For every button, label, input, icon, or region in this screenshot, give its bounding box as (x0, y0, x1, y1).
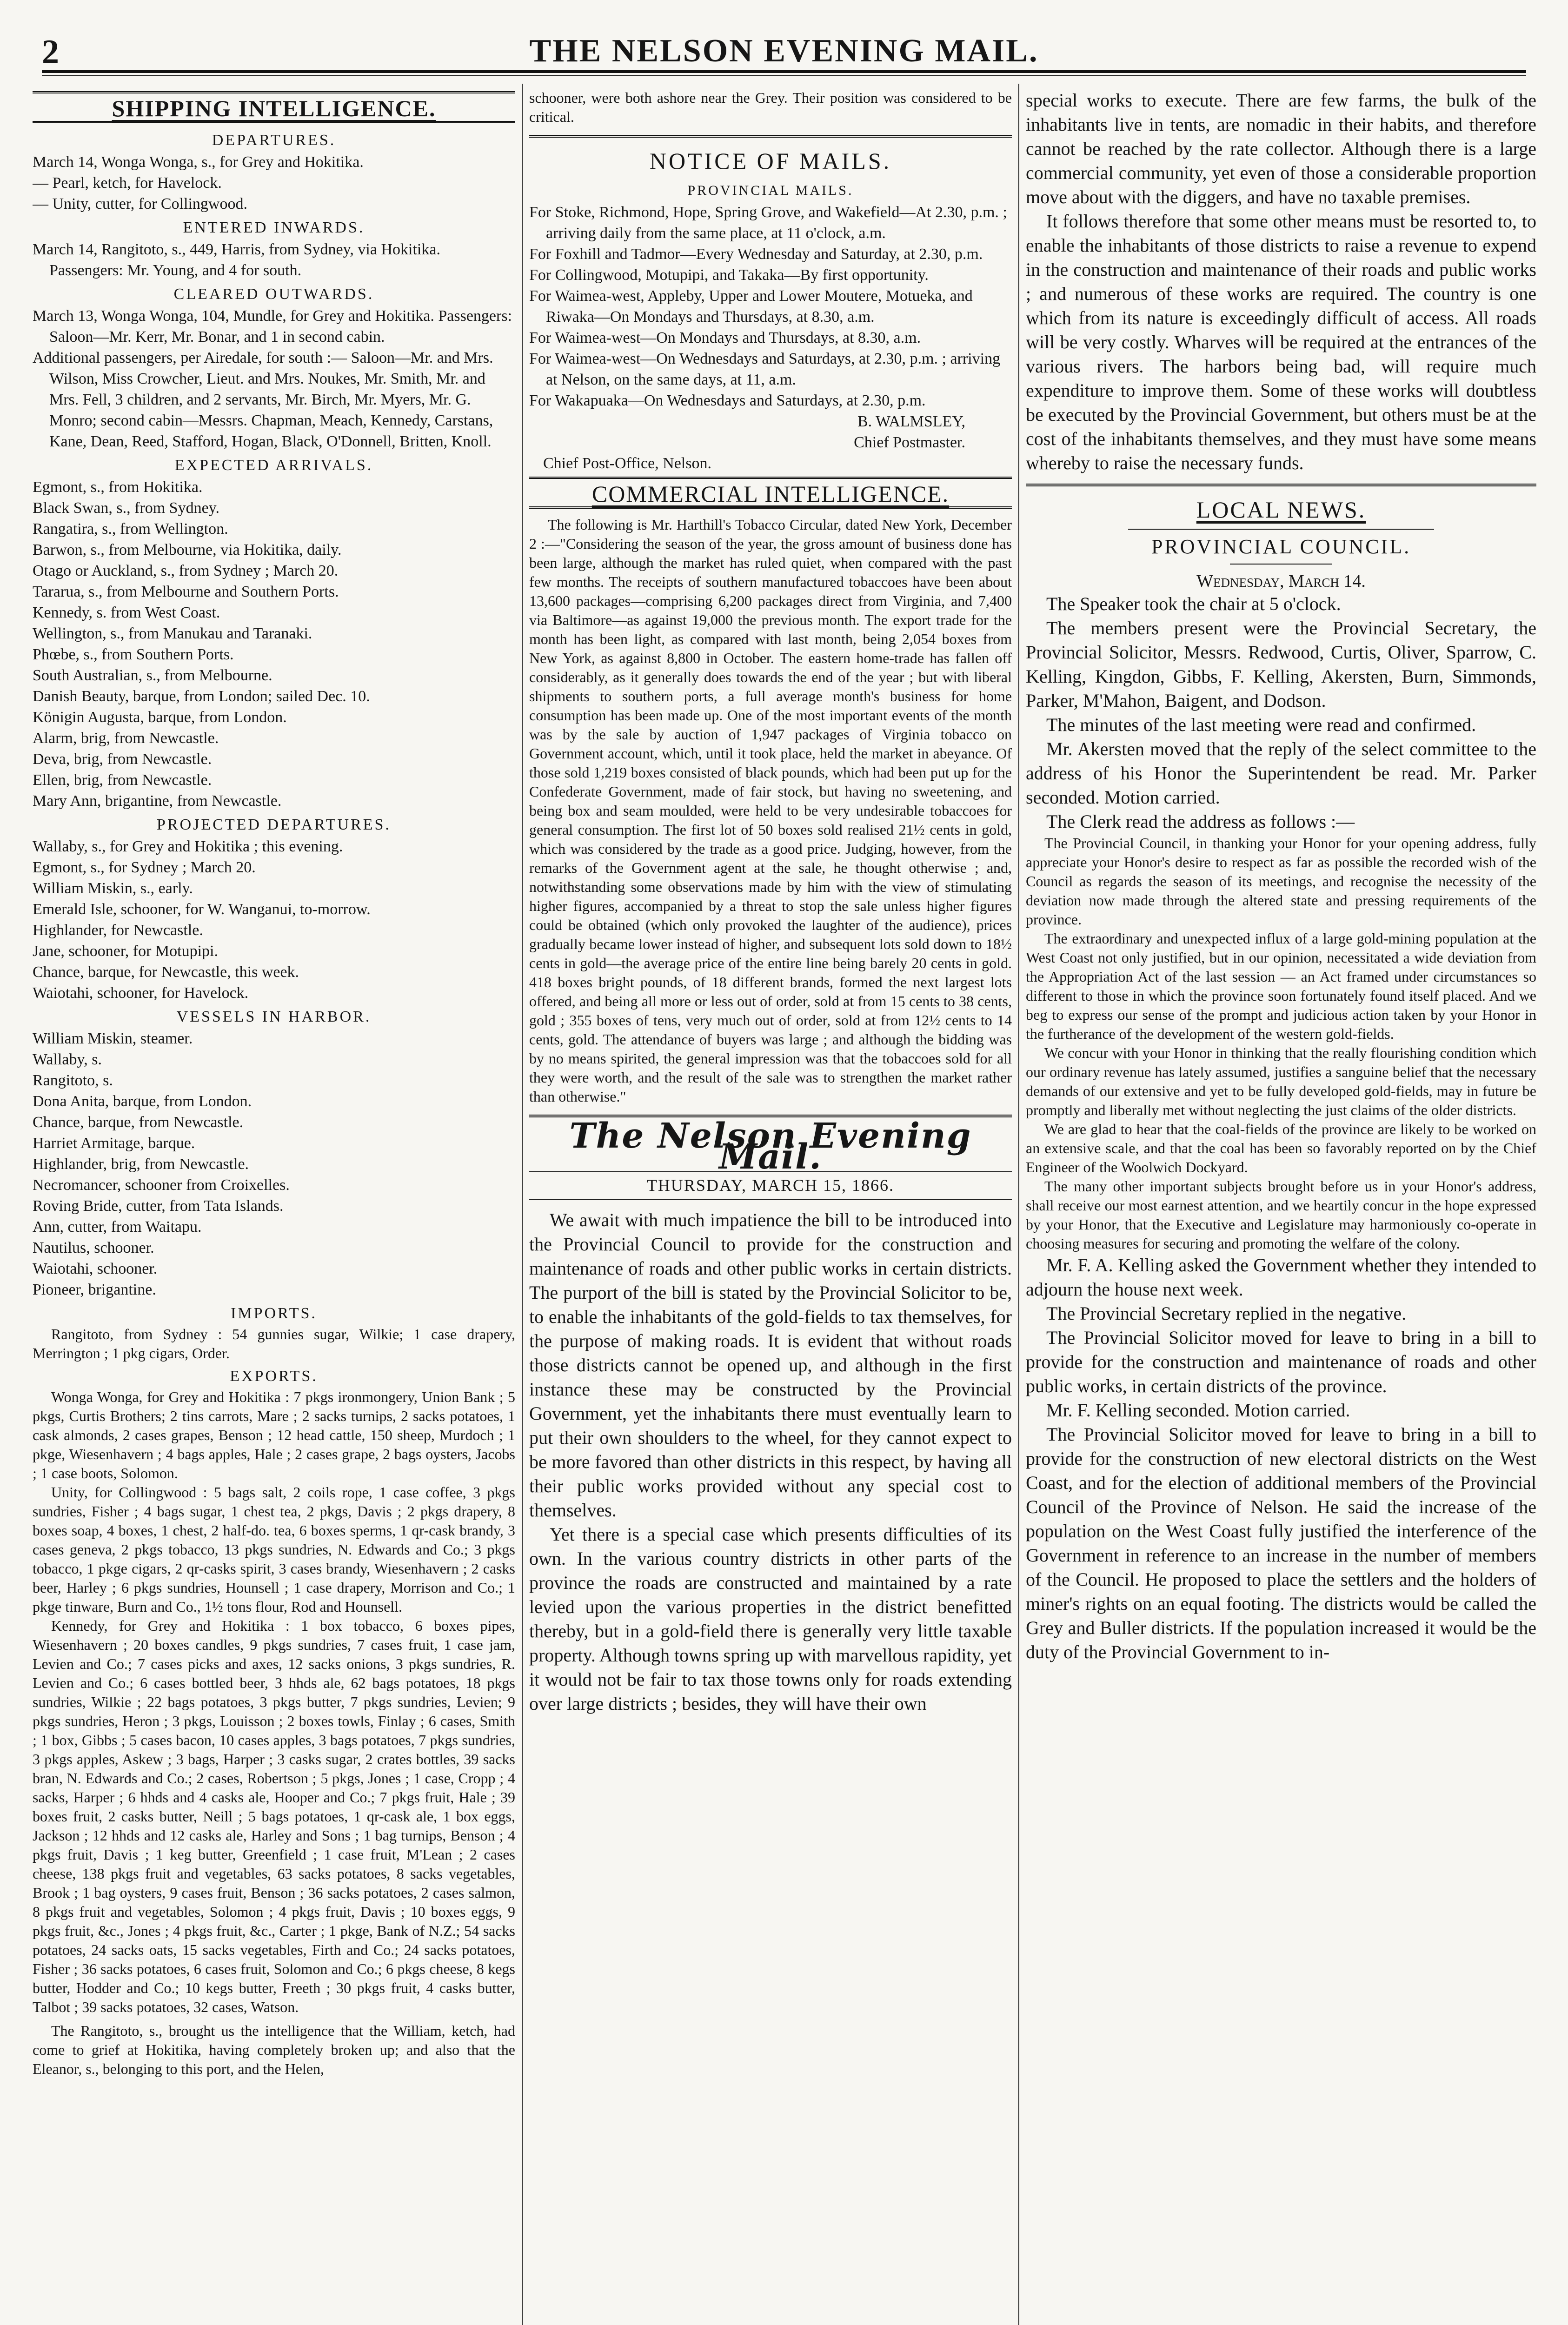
expected-entry: Black Swan, s., from Sydney. (33, 499, 219, 517)
harbor-entry: Rangitoto, s. (33, 1072, 113, 1089)
short-rule (1128, 529, 1435, 530)
expected-entry: Tararua, s., from Melbourne and Southern Ports. (33, 583, 339, 600)
leader-paragraph: Yet there is a special case which presents difficulties of its own. In the various country districts in other parts of the province the roads are constructed and maintained by a rate levied upon the various properties in the district benefitted thereby, but in a gold-field there is generally very little taxable property. Although towns spring up with marvellous rapidity, yet it would not be fair to tax those towns only for roads extending over large districts ; besides, they will have their own (529, 1524, 1012, 1714)
postmaster-name: B. WALMSLEY, (857, 413, 965, 430)
inwards-heading: ENTERED INWARDS. (183, 219, 365, 236)
expected-entry: Barwon, s., from Melbourne, via Hokitika, daily. (33, 541, 342, 558)
council-heading: PROVINCIAL COUNCIL. (1151, 535, 1411, 558)
harbor-entry: William Miskin, steamer. (33, 1030, 193, 1047)
imports-heading: IMPORTS. (231, 1305, 317, 1322)
expected-entry: Rangatira, s., from Wellington. (33, 520, 228, 538)
expected-entry: Danish Beauty, barque, from London; sailed Dec. 10. (33, 688, 370, 705)
column-1 (33, 88, 515, 2325)
departure-entry: — Pearl, ketch, for Havelock. (33, 174, 222, 192)
harbor-entry: Harriet Armitage, barque. (33, 1135, 195, 1152)
short-rule (1230, 564, 1332, 565)
exports-heading: EXPORTS. (230, 1368, 318, 1385)
expected-entry: Mary Ann, brigantine, from Newcastle. (33, 792, 282, 810)
council-paragraph: The Provincial Solicitor moved for leave to bring in a bill to provide for the construction of new electoral districts on the West Coast, and for the election of additional members of the Provincial Council of the Province of Nelson. He said the increase of the population on the West Coast fully justified the interference of the Government in reference to an increase in the number of members of the Council. He proposed to place the settlers and the holders of miner's rights on an equal footing. The districts would be called the Grey and Buller districts. If the population increased it would be the duty of the Provincial Government to in- (1026, 1424, 1536, 1662)
council-paragraph: The minutes of the last meeting were read and confirmed. (1046, 714, 1476, 735)
inwards-entry: March 14, Rangitoto, s., 449, Harris, from Sydney, via Hokitika. Passengers: Mr. Young, and 4 for south. (33, 241, 440, 279)
departure-entry: March 14, Wonga Wonga, s., for Grey and Hokitika. (33, 153, 364, 171)
harbor-entry: Pioneer, brigantine. (33, 1281, 156, 1298)
projected-entry: Emerald Isle, schooner, for W. Wanganui, to-morrow. (33, 901, 371, 918)
harbor-entry: Highlander, brig, from Newcastle. (33, 1156, 249, 1173)
expected-entry: Phœbe, s., from Southern Ports. (33, 646, 234, 663)
council-paragraph: The Clerk read the address as follows :— (1046, 811, 1355, 832)
mail-entry: For Waimea-west—On Mondays and Thursdays, at 8.30, a.m. (529, 329, 921, 346)
leader-paragraph: We await with much impatience the bill to be introduced into the Provincial Council to provide for the construction and maintenance of roads and other public works in certain districts. The purport of the bill is stated by the Provincial Solicitor to be, to enable the inhabitants of the gold-fields to tax themselves, for the purpose of making roads. It is evident that without roads those districts cannot be opened up, and although in the first instance these may be constructed by the Provincial Government, yet the inhabitants there must eventually learn to put their own shoulders to the wheel, for they cannot expect to be more favored than other districts in this respect, by having all their public works provided without any special cost to themselves. (529, 1209, 1012, 1521)
address-paragraph: The extraordinary and unexpected influx of a large gold-mining population at the West Coast not only justified, but in our opinion, necessitated a wide deviation from the Appropriation Act of the last session — an Act framed under circumstances so different to those in which the province soon fortunately found itself placed. And we beg to express our sense of the prompt and judicious action taken by your Honor in the furtherance of the development of the western gold-fields. (1026, 930, 1536, 1042)
harbor-entry: Ann, cutter, from Waitapu. (33, 1218, 202, 1236)
projected-entry: Jane, schooner, for Motupipi. (33, 943, 219, 960)
expected-heading: EXPECTED ARRIVALS. (174, 457, 373, 474)
column-2 (529, 88, 1012, 2325)
harbor-entry: Nautilus, schooner. (33, 1239, 154, 1256)
shipping-continuation: schooner, were both ashore near the Grey. Their position was considered to be critical. (529, 89, 1012, 125)
postmaster-title: Chief Postmaster. (854, 434, 965, 451)
mail-entry: For Foxhill and Tadmor—Every Wednesday and Saturday, at 2.30, p.m. (529, 246, 983, 263)
mail-entry: For Waimea-west—On Wednesdays and Saturdays, at 2.30, p.m. ; arriving at Nelson, on the same days, at 11, a.m. (529, 350, 1001, 388)
harbor-entry: Necromancer, schooner from Croixelles. (33, 1176, 290, 1194)
council-paragraph: The Provincial Secretary replied in the negative. (1046, 1303, 1407, 1324)
address-paragraph: The many other important subjects brought before us in your Honor's address, shall receive our most earnest attention, and we heartily concur in the hope expressed by your Honor, that the Executive and Legislature may harmoniously co-operate in choosing measures for securing and promoting the welfare of the colony. (1026, 1178, 1536, 1252)
exports-entry: Unity, for Collingwood : 5 bags salt, 2 coils rope, 1 case coffee, 3 pkgs sundries, Fisher ; 4 bags sugar, 1 chest tea, 2 pkgs, Davis ; 2 pkgs drapery, 8 boxes soap, 4 boxes, 1 chest, 2 half-do. tea, 6 boxes sperms, 1 qr-cask brandy, 3 cases geneva, 2 pkgs tobacco, 13 pkgs sundries, N. Edwards and Co.; 3 pkgs tobacco, 1 pkge cigars, 2 qr-casks spirit, 3 cases brandy, Wiesenhavern ; 2 casks beer, Harley ; 6 pkgs sundries, Hounsell ; 1 case drapery, Morrison and Co.; 1 pkge tinware, Burn and Co., 1½ tons flour, Rod and Hounsell. (33, 1484, 515, 1615)
rangitoto-note: The Rangitoto, s., brought us the intelligence that the William, ketch, had come to grief at Hokitika, having completely broken up; and also that the Eleanor, s., belonging to this port, and the Helen, (33, 2022, 515, 2077)
projected-entry: William Miskin, s., early. (33, 880, 193, 897)
exports-entry: Wonga Wonga, for Grey and Hokitika : 7 pkgs ironmongery, Union Bank ; 5 pkgs, Curtis Brothers; 2 tins carrots, Mare ; 2 sacks turnips, 2 sacks potatoes, 1 cask almonds, 2 cases grapes, Benson ; 12 head cattle, 150 sheep, Murdoch ; 1 pkge, Wiesenhavern ; 4 bags apples, Hale ; 2 cases grape, 2 bags oysters, Jacobs ; 1 case boots, Solomon. (33, 1388, 515, 1481)
council-date: Wednesday, March 14. (1196, 571, 1366, 591)
shipping-heading: SHIPPING INTELLIGENCE. (33, 91, 515, 123)
harbor-entry: Wallaby, s. (33, 1051, 102, 1068)
projected-entry: Egmont, s., for Sydney ; March 20. (33, 859, 256, 876)
mails-heading: NOTICE OF MAILS. (649, 148, 892, 174)
harbor-heading: VESSELS IN HARBOR. (176, 1008, 372, 1025)
harbor-entry: Chance, barque, from Newcastle. (33, 1114, 244, 1131)
mail-entry: For Collingwood, Motupipi, and Takaka—By first opportunity. (529, 266, 929, 284)
leader-continuation: It follows therefore that some other means must be resorted to, to enable the inhabitants of those districts to raise a revenue to expend in the construction and maintenance of their roads and public works ; and numerous of these works are required. The country is one which from its nature is exceedingly difficult of access. All roads will be very costly. Wharves will be required at the entrances of the various rivers. The harbors being bad, will require much expenditure to improve them. Some of these works will doubtless be executed by the Provincial Government, but others must be at the cost of the inhabitants themselves, and they must have some means whereby to raise the necessary funds. (1026, 211, 1536, 473)
departures-heading: DEPARTURES. (212, 132, 336, 149)
expected-entry: Alarm, brig, from Newcastle. (33, 730, 219, 747)
harbor-entry: Waiotahi, schooner. (33, 1260, 158, 1277)
expected-entry: Wellington, s., from Manukau and Taranaki. (33, 625, 312, 642)
expected-entry: South Australian, s., from Melbourne. (33, 667, 272, 684)
council-paragraph: Mr. F. A. Kelling asked the Government whether they intended to adjourn the house next week. (1026, 1255, 1536, 1300)
masthead-rule (42, 70, 1526, 76)
council-paragraph: The Provincial Solicitor moved for leave to bring in a bill to provide for the construction and maintenance of roads and other public works, in certain districts of the province. (1026, 1327, 1536, 1396)
expected-entry: Egmont, s., from Hokitika. (33, 478, 203, 496)
projected-entry: Highlander, for Newcastle. (33, 922, 203, 939)
harbor-entry: Dona Anita, barque, from London. (33, 1093, 252, 1110)
mail-entry: For Stoke, Richmond, Hope, Spring Grove, and Wakefield—At 2.30, p.m. ; arriving daily from the same place, at 11 o'clock, a.m. (529, 204, 1007, 242)
section-rule (1026, 484, 1536, 486)
expected-entry: Otago or Auckland, s., from Sydney ; March 20. (33, 562, 339, 579)
expected-entry: Deva, brig, from Newcastle. (33, 751, 212, 768)
outwards-entry: March 13, Wonga Wonga, 104, Mundle, for Grey and Hokitika. Passengers: Saloon—Mr. Kerr, Mr. Bonar, and 1 in second cabin. (33, 307, 512, 345)
expected-entry: Königin Augusta, barque, from London. (33, 709, 287, 726)
harbor-entry: Roving Bride, cutter, from Tata Islands. (33, 1197, 284, 1215)
expected-entry: Ellen, brig, from Newcastle. (33, 771, 212, 789)
outwards-entry: Additional passengers, per Airedale, for south :— Saloon—Mr. and Mrs. Wilson, Miss Crowcher, Lieut. and Mrs. Noukes, Mr. Smith, Mr. and Mrs. Fell, 3 children, and 2 servants, Mr. Birch, Mr. Myers, Mr. G. Monro; second cabin—Messrs. Chapman, Meach, Kennedy, Carstans, Kane, Dean, Reed, Stafford, Hogan, Black, O'Donnell, Britten, Knoll. (33, 349, 493, 450)
council-paragraph: The members present were the Provincial Secretary, the Provincial Solicitor, Messrs. Redwood, Curtis, Oliver, Sparrow, C. Kelling, Kingdon, Gibbs, F. Kelling, Akersten, Burn, Simmonds, Parker, M'Mahon, Baigent, and Dodson. (1026, 618, 1536, 711)
dateline: THURSDAY, MARCH 15, 1866. (529, 1171, 1012, 1200)
projected-entry: Wallaby, s., for Grey and Hokitika ; this evening. (33, 838, 343, 855)
commercial-heading: COMMERCIAL INTELLIGENCE. (529, 477, 1012, 509)
column-3 (1026, 88, 1536, 2325)
address-paragraph: The Provincial Council, in thanking your Honor for your opening address, fully appreciate your Honor's desire to respect as far as possible the recorded wish of the Council as regards the season of its meetings, and recognise the necessity of the deviation now made through the altered state and pressing requirements of the province. (1026, 835, 1536, 928)
commercial-body: The following is Mr. Harthill's Tobacco Circular, dated New York, December 2 :—"Considering the season of the year, the gross amount of business done has been large, although the market has ruled quiet, when compared with the past few months. The receipts of southern manufactured tobaccoes have been about 13,600 packages—comprising 6,200 packages direct from Virginia, and 7,400 via Baltimore—as against 19,000 the previous month. The export trade for the month has been light, as compared with last month, being 2,054 boxes from New York, as against 8,800 in October. The eastern home-trade has fallen off considerably, as it generally does towards the end of the year ; but with liberal shipments to southern ports, a full average month's business for home consumption has been made up. One of the most important events of the month was by the sale by auction of 1,947 packages of Virginia tobacco on Government account, which, until it took place, held the market in abeyance. Of those sold 1,219 boxes consisted of black pounds, which had been put up for the Confederate Government, made of fair stock, but having no sweetening, and being box and seam moulded, were held to be very undesirable tobaccoes for general consumption. The first lot of 50 boxes sold realised 21½ cents in gold, which was considered by the trade as a good price. Judging, however, from the remarks of the Government agent at the sale, he thought otherwise ; and, notwithstanding some observations made by him with the view of stimulating higher figures, accompanied by a threat to stop the sale unless higher figures could be obtained (which only provoked the laughter of the audience), prices gradually became lower instead of higher, and subsequent lots sold down to 18½ cents in gold—the average price of the entire line being barely 20 cents in gold. 418 boxes bright pounds, of 18 different brands, formed the next largest lots offered, and being all more or less out of order, sold at from 15 cents to 38 cents, gold ; 355 boxes of tens, very much out of order, sold at from 12½ cents to 14 cents, gold. The attendance of buyers was large ; and although the bidding was by no means spirited, the general impression was that the tobaccoes sold for all they were worth, and the result of the sale was to strengthen the market rather than otherwise." (529, 516, 1012, 1105)
departure-entry: — Unity, cutter, for Collingwood. (33, 195, 247, 213)
mail-entry: For Waimea-west, Appleby, Upper and Lower Moutere, Motueka, and Riwaka—On Mondays and Thursdays, at 8.30, a.m. (529, 287, 973, 326)
column-divider (1018, 84, 1019, 2325)
projected-heading: PROJECTED DEPARTURES. (157, 816, 391, 833)
paper-title: THE NELSON EVENING MAIL. (529, 33, 1039, 69)
masthead (42, 19, 1526, 70)
projected-entry: Waiotahi, schooner, for Havelock. (33, 984, 249, 1002)
council-paragraph: The Speaker took the chair at 5 o'clock. (1046, 593, 1341, 614)
leader-continuation: special works to execute. There are few farms, the bulk of the inhabitants live in tents, are nomadic in their habits, and therefore cannot be reached by the rate collector. Although there is a large commercial community, yet even of those a considerable proportion move about with the diggers, and have no taxable premises. (1026, 90, 1536, 207)
outwards-heading: CLEARED OUTWARDS. (173, 286, 374, 303)
nameplate: The Nelson Evening Mail. (569, 1116, 972, 1177)
address-paragraph: We concur with your Honor in thinking that the really flourishing condition which our ordinary revenue has lately assumed, justifies a sanguine belief that the necessary demands of our extensive and yet to be fully developed gold-fields, may in future be promptly and liberally met without neglecting the just claims of the older districts. (1026, 1044, 1536, 1118)
imports-entry: Rangitoto, from Sydney : 54 gunnies sugar, Wilkie; 1 case drapery, Merrington ; 1 pkg cigars, Order. (33, 1326, 515, 1362)
section-rule (529, 135, 1012, 138)
mail-entry: For Wakapuaka—On Wednesdays and Saturdays, at 2.30, p.m. (529, 392, 926, 409)
local-news-heading: LOCAL NEWS. (1196, 497, 1366, 523)
address-paragraph: We are glad to hear that the coal-fields of the province are likely to be worked on an extensive scale, and that the coal has been so favorably reported on by the Chief Engineer of the Woolwich Dockyard. (1026, 1121, 1536, 1176)
exports-entry: Kennedy, for Grey and Hokitika : 1 box tobacco, 6 boxes pipes, Wiesenhavern ; 20 boxes candles, 9 pkgs sundries, 7 cases fruit, 1 case jam, Levien and Co.; 7 cases picks and axes, 12 sacks onions, 3 pkgs sundries, R. Levien and Co.; 6 cases bottled beer, 3 hhds ale, 62 bags potatoes, 18 pkgs sundries, Wilkie ; 22 bags potatoes, 3 pkgs butter, 7 pkgs sundries, Levien; 9 pkgs sundries, Heron ; 3 pkgs, Louisson ; 2 boxes towls, Finlay ; 6 cases, Smith ; 1 box, Gibbs ; 5 cases bacon, 10 cases apples, 3 bags potatoes, 7 pkgs sundries, 3 pkgs apples, Askew ; 3 bags, Harper ; 3 casks sugar, 2 crates bottles, 39 sacks bran, N. Edwards and Co.; 2 cases, Robertson ; 5 pkgs, Jones ; 1 case, Cropp ; 4 sacks, Harper ; 6 hhds and 4 casks ale, Hooper and Co.; 7 pkgs fruit, Hale ; 39 boxes fruit, 2 casks butter, Neill ; 5 bags potatoes, 1 qr-cask ale, 1 box eggs, Jackson ; 12 hhds and 12 casks ale, Harley and Sons ; 1 bag turnips, Benson ; 4 pkgs fruit, Davis ; 1 keg butter, Greenfield ; 1 case fruit, M'Lean ; 2 cases cheese, 138 pkgs fruit and vegetables, 63 sacks potatoes, 8 sacks vegetables, Brook ; 1 bag oysters, 9 cases fruit, Benson ; 36 sacks potatoes, 2 cases salmon, 8 pkgs fruit and vegetables, Solomon ; 4 pkgs fruit, Davis ; 10 boxes eggs, 9 pkgs fruit, &c., Jones ; 4 pkgs fruit, &c., Carter ; 1 pkge, Bank of N.Z.; 54 sacks potatoes, 24 sacks oats, 15 sacks vegetables, Firth and Co.; 24 sacks potatoes, Fisher ; 36 sacks potatoes, 6 cases fruit, Solomon and Co.; 6 pkgs cheese, 8 kegs butter, Hodder and Co.; 10 kegs butter, Freeth ; 30 pkgs fruit, 4 casks butter, Talbot ; 39 sacks potatoes, 32 cases, Watson. (33, 1617, 515, 2015)
post-office: Chief Post-Office, Nelson. (543, 455, 711, 472)
projected-entry: Chance, barque, for Newcastle, this week. (33, 963, 299, 981)
expected-entry: Kennedy, s. from West Coast. (33, 604, 220, 621)
column-divider (522, 84, 523, 2325)
council-paragraph: Mr. F. Kelling seconded. Motion carried. (1046, 1400, 1350, 1421)
mails-subheading: PROVINCIAL MAILS. (687, 183, 854, 198)
page-number: 2 (42, 33, 59, 71)
council-paragraph: Mr. Akersten moved that the reply of the select committee to the address of his Honor the Superintendent be read. Mr. Parker seconded. Motion carried. (1026, 738, 1536, 808)
